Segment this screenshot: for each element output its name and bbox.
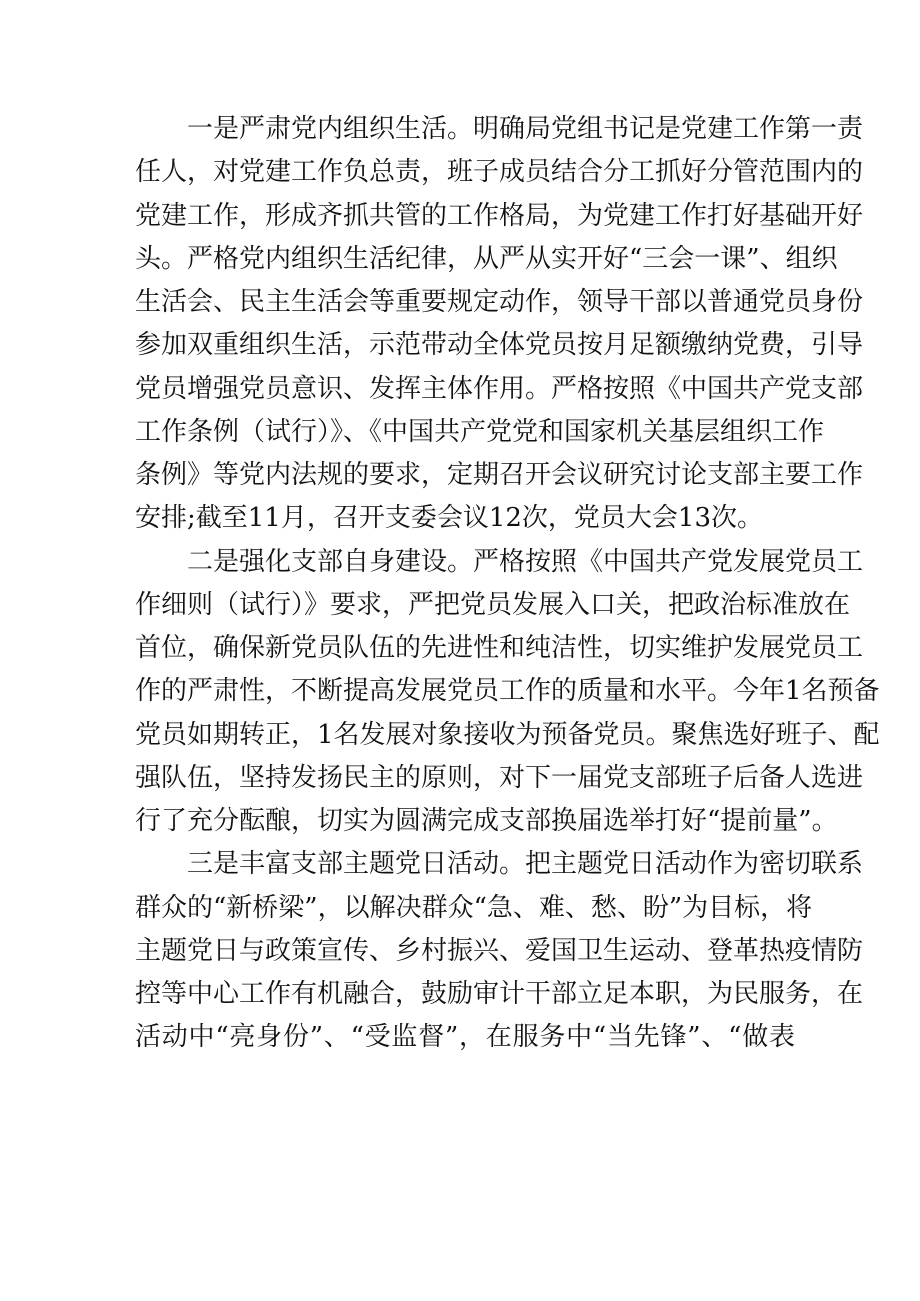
- text-line: 工作条例（试行）》、《中国共产党党和国家机关基层组织工作: [135, 416, 825, 447]
- text-line: 安排;截至11月，召开支委会议12次，党员大会13次。: [135, 503, 764, 534]
- text-line: 控等中心工作有机融合，鼓励审计干部立足本职，为民服务，在: [135, 979, 864, 1009]
- text-line: 群众的“新桥梁”，以解决群众“急、难、愁、盼”为目标，将: [135, 892, 813, 923]
- text-line: 生活会、民主生活会等重要规定动作，领导干部以普通党员身份: [135, 287, 864, 317]
- paragraph-theme-party-day: [135, 843, 864, 1059]
- text-line: 任人，对党建工作负总责，班子成员结合分工抓好分管范围内的: [135, 157, 864, 188]
- text-line: 党建工作，形成齐抓共管的工作格局，为党建工作打好基础开好: [135, 200, 864, 231]
- text-line: 一是严肃党内组织生活。明确局党组书记是党建工作第一责: [187, 114, 864, 144]
- text-line: 作细则（试行）》要求，严把党员发展入口关，把政治标准放在: [135, 589, 851, 620]
- text-line: 党员如期转正，1名发展对象接收为预备党员。聚焦选好班子、配: [135, 719, 880, 750]
- text-line: 行了充分酝酿，切实为圆满完成支部换届选举打好“提前量”。: [135, 806, 838, 836]
- document-body: [135, 108, 880, 1060]
- text-line: 强队伍，坚持发扬民主的原则，对下一届党支部班子后备人选进: [135, 762, 864, 793]
- text-line: 头。严格党内组织生活纪律，从严从实开好“三会一课”、组织: [135, 243, 838, 274]
- text-line: 党员增强党员意识、发挥主体作用。严格按照《中国共产党支部: [135, 373, 864, 404]
- text-line: 三是丰富支部主题党日活动。把主题党日活动作为密切联系: [187, 849, 864, 880]
- text-line: 活动中“亮身份”、“受监督”，在服务中“当先锋”、“做表: [135, 1022, 795, 1053]
- text-line: 主题党日与政策宣传、乡村振兴、爱国卫生运动、登革热疫情防: [135, 935, 864, 966]
- text-line: 参加双重组织生活，示范带动全体党员按月足额缴纳党费，引导: [135, 330, 864, 361]
- paragraph-organizational-life: [135, 108, 864, 541]
- paragraph-branch-building: [135, 541, 880, 844]
- text-line: 条例》等党内法规的要求，定期召开会议研究讨论支部主要工作: [135, 460, 864, 490]
- text-line: 首位，确保新党员队伍的先进性和纯洁性，切实维护发展党员工: [135, 633, 864, 663]
- text-line: 二是强化支部自身建设。严格按照《中国共产党发展党员工: [187, 546, 864, 577]
- text-line: 作的严肃性，不断提高发展党员工作的质量和水平。今年1名预备: [135, 676, 880, 707]
